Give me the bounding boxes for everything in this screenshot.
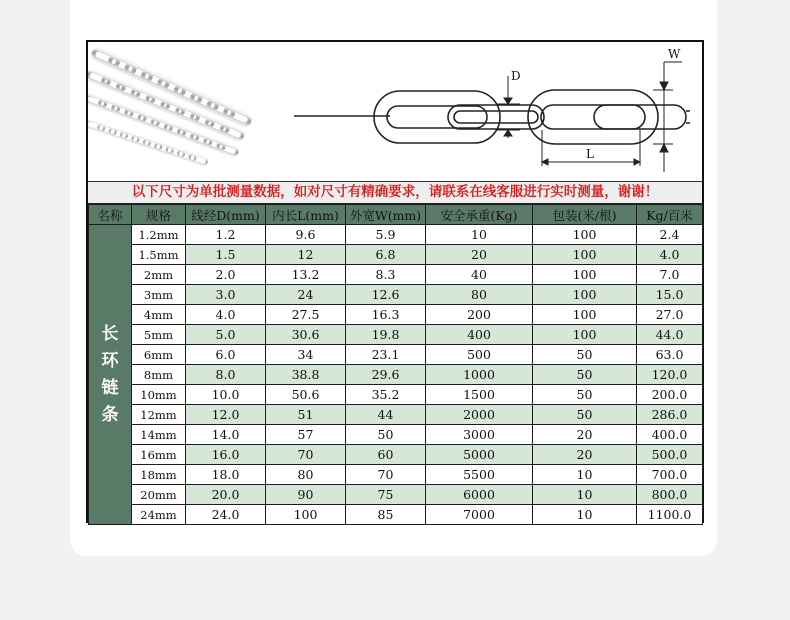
cell-safe-load: 6000 (426, 485, 533, 505)
cell-wire-diameter: 20.0 (186, 485, 266, 505)
cell-packaging: 20 (533, 445, 637, 465)
cell-inner-length: 51 (266, 405, 346, 425)
cell-safe-load: 40 (426, 265, 533, 285)
cell-outer-width: 44 (346, 405, 426, 425)
cell-wire-diameter: 14.0 (186, 425, 266, 445)
table-row (89, 445, 703, 465)
header-weight: Kg/百米 (637, 205, 703, 225)
cell-wire-diameter: 16.0 (186, 445, 266, 465)
cell-safe-load: 2000 (426, 405, 533, 425)
chain-diagram (88, 42, 702, 181)
cell-outer-width: 6.8 (346, 245, 426, 265)
table-row (89, 345, 703, 365)
cell-inner-length: 70 (266, 445, 346, 465)
cell-wire-diameter: 2.0 (186, 265, 266, 285)
cell-packaging: 100 (533, 285, 637, 305)
dimension-l-label: L (586, 147, 594, 161)
table-row (89, 265, 703, 285)
cell-spec: 4mm (132, 305, 186, 325)
cell-outer-width: 23.1 (346, 345, 426, 365)
cell-weight: 1100.0 (637, 505, 703, 525)
cell-wire-diameter: 6.0 (186, 345, 266, 365)
table-row (89, 465, 703, 485)
cell-spec: 12mm (132, 405, 186, 425)
cell-packaging: 50 (533, 345, 637, 365)
dimension-d-label: D (511, 69, 521, 83)
cell-weight: 15.0 (637, 285, 703, 305)
cell-packaging: 20 (533, 425, 637, 445)
dimension-w-label: W (668, 47, 681, 61)
cell-weight: 200.0 (637, 385, 703, 405)
table-row (89, 365, 703, 385)
cell-inner-length: 13.2 (266, 265, 346, 285)
cell-outer-width: 60 (346, 445, 426, 465)
cell-safe-load: 500 (426, 345, 533, 365)
cell-wire-diameter: 10.0 (186, 385, 266, 405)
cell-spec: 18mm (132, 465, 186, 485)
cell-wire-diameter: 1.2 (186, 225, 266, 245)
cell-wire-diameter: 18.0 (186, 465, 266, 485)
cell-wire-diameter: 3.0 (186, 285, 266, 305)
cell-inner-length: 24 (266, 285, 346, 305)
cell-safe-load: 1500 (426, 385, 533, 405)
cell-safe-load: 400 (426, 325, 533, 345)
table-row (89, 245, 703, 265)
cell-outer-width: 8.3 (346, 265, 426, 285)
cell-spec: 1.2mm (132, 225, 186, 245)
cell-packaging: 10 (533, 505, 637, 525)
cell-inner-length: 38.8 (266, 365, 346, 385)
table-row (89, 285, 703, 305)
cell-wire-diameter: 12.0 (186, 405, 266, 425)
cell-outer-width: 85 (346, 505, 426, 525)
cell-packaging: 100 (533, 225, 637, 245)
cell-weight: 120.0 (637, 365, 703, 385)
cell-packaging: 10 (533, 485, 637, 505)
cell-outer-width: 12.6 (346, 285, 426, 305)
table-row (89, 225, 703, 245)
header-name: 名称 (89, 205, 132, 225)
cell-safe-load: 1000 (426, 365, 533, 385)
product-name-char: 条 (101, 404, 119, 425)
cell-outer-width: 29.6 (346, 365, 426, 385)
cell-weight: 286.0 (637, 405, 703, 425)
cell-wire-diameter: 4.0 (186, 305, 266, 325)
cell-outer-width: 35.2 (346, 385, 426, 405)
table-row (89, 385, 703, 405)
cell-safe-load: 20 (426, 245, 533, 265)
header-safe-load: 安全承重(Kg) (426, 205, 533, 225)
cell-inner-length: 80 (266, 465, 346, 485)
header-inner-length: 内长L(mm) (266, 205, 346, 225)
cell-weight: 44.0 (637, 325, 703, 345)
cell-wire-diameter: 24.0 (186, 505, 266, 525)
cell-weight: 2.4 (637, 225, 703, 245)
spec-table (88, 204, 703, 525)
cell-packaging: 50 (533, 385, 637, 405)
cell-wire-diameter: 8.0 (186, 365, 266, 385)
header-packaging: 包装(米/根) (533, 205, 637, 225)
cell-outer-width: 70 (346, 465, 426, 485)
table-row (89, 505, 703, 525)
header-wire-diameter: 线经D(mm) (186, 205, 266, 225)
cell-outer-width: 19.8 (346, 325, 426, 345)
cell-inner-length: 100 (266, 505, 346, 525)
cell-weight: 800.0 (637, 485, 703, 505)
cell-spec: 10mm (132, 385, 186, 405)
cell-packaging: 50 (533, 365, 637, 385)
cell-safe-load: 80 (426, 285, 533, 305)
cell-spec: 6mm (132, 345, 186, 365)
header-spec: 规格 (132, 205, 186, 225)
cell-weight: 500.0 (637, 445, 703, 465)
cell-spec: 3mm (132, 285, 186, 305)
cell-wire-diameter: 5.0 (186, 325, 266, 345)
cell-packaging: 100 (533, 265, 637, 285)
cell-wire-diameter: 1.5 (186, 245, 266, 265)
cell-weight: 700.0 (637, 465, 703, 485)
chain-photo (88, 48, 251, 166)
product-name-cell (89, 225, 132, 525)
cell-packaging: 100 (533, 325, 637, 345)
product-name-char: 链 (101, 377, 119, 398)
cell-safe-load: 5000 (426, 445, 533, 465)
cell-safe-load: 7000 (426, 505, 533, 525)
spec-sheet (86, 40, 704, 523)
cell-packaging: 10 (533, 465, 637, 485)
cell-outer-width: 5.9 (346, 225, 426, 245)
product-name-char: 环 (101, 350, 119, 371)
chain-diagram-figure (88, 42, 702, 182)
product-name-char: 长 (101, 323, 119, 344)
cell-packaging: 100 (533, 245, 637, 265)
cell-inner-length: 12 (266, 245, 346, 265)
cell-safe-load: 10 (426, 225, 533, 245)
header-outer-width: 外宽W(mm) (346, 205, 426, 225)
cell-spec: 5mm (132, 325, 186, 345)
cell-spec: 24mm (132, 505, 186, 525)
cell-weight: 27.0 (637, 305, 703, 325)
cell-spec: 20mm (132, 485, 186, 505)
cell-inner-length: 90 (266, 485, 346, 505)
cell-safe-load: 3000 (426, 425, 533, 445)
cell-outer-width: 75 (346, 485, 426, 505)
link-drawing (294, 90, 690, 144)
cell-spec: 1.5mm (132, 245, 186, 265)
table-row (89, 305, 703, 325)
cell-inner-length: 50.6 (266, 385, 346, 405)
cell-spec: 2mm (132, 265, 186, 285)
cell-weight: 4.0 (637, 245, 703, 265)
cell-outer-width: 16.3 (346, 305, 426, 325)
cell-inner-length: 27.5 (266, 305, 346, 325)
table-row (89, 485, 703, 505)
cell-inner-length: 30.6 (266, 325, 346, 345)
table-header-row (89, 205, 703, 225)
cell-weight: 7.0 (637, 265, 703, 285)
cell-weight: 63.0 (637, 345, 703, 365)
cell-packaging: 100 (533, 305, 637, 325)
cell-inner-length: 57 (266, 425, 346, 445)
cell-outer-width: 50 (346, 425, 426, 445)
cell-spec: 8mm (132, 365, 186, 385)
cell-inner-length: 9.6 (266, 225, 346, 245)
cell-weight: 400.0 (637, 425, 703, 445)
measurement-notice: 以下尺寸为单批测量数据，如对尺寸有精确要求，请联系在线客服进行实时测量，谢谢！ (88, 182, 702, 204)
table-row (89, 325, 703, 345)
table-row (89, 405, 703, 425)
cell-inner-length: 34 (266, 345, 346, 365)
cell-spec: 14mm (132, 425, 186, 445)
cell-spec: 16mm (132, 445, 186, 465)
table-row (89, 425, 703, 445)
cell-safe-load: 5500 (426, 465, 533, 485)
cell-safe-load: 200 (426, 305, 533, 325)
cell-packaging: 50 (533, 405, 637, 425)
